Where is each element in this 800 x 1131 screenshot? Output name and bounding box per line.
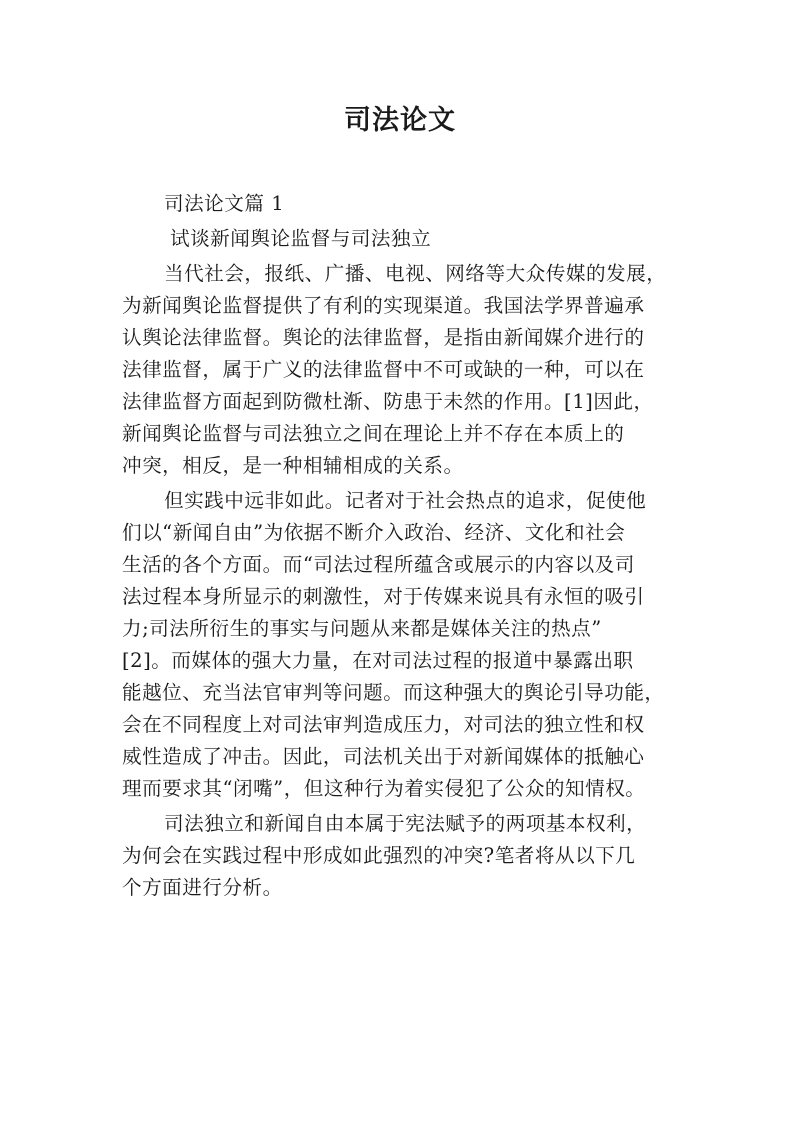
document-body xyxy=(122,188,682,904)
document-title: 司法论文 xyxy=(344,105,456,136)
paragraph-line: [2]。而媒体的强大力量，在对司法过程的报道中暴露出职 xyxy=(122,649,634,672)
paragraph-line: 理而要求其“闭嘴”，但这种行为着实侵犯了公众的知情权。 xyxy=(122,777,646,800)
paragraph-1 xyxy=(122,258,682,482)
paragraph-line: 法律监督，属于广义的法律监督中不可或缺的一种，可以在 xyxy=(122,358,645,381)
paragraph-line: 法律监督方面起到防微杜渐、防患于未然的作用。[1]因此， xyxy=(122,390,654,413)
paragraph-line: 生活的各个方面。而“司法过程所蕴含或展示的内容以及司 xyxy=(122,553,635,576)
paragraph-line: 冲突，相反，是一种相辅相成的关系。 xyxy=(122,454,464,477)
paragraph-line: 法过程本身所显示的刺激性，对于传媒来说具有永恒的吸引 xyxy=(122,585,645,608)
section-heading: 司法论文篇 1 xyxy=(164,192,285,215)
paragraph-3 xyxy=(122,808,682,904)
paragraph-line: 们以“新闻自由”为依据不断介入政治、经济、文化和社会 xyxy=(122,521,626,544)
paragraph-line: 当代社会，报纸、广播、电视、网络等大众传媒的发展， xyxy=(164,262,667,285)
paragraph-line: 能越位、充当法官审判等问题。而这种强大的舆论引导功能， xyxy=(122,681,665,704)
paragraph-line: 会在不同程度上对司法审判造成压力，对司法的独立性和权 xyxy=(122,713,645,736)
paragraph-line: 个方面进行分析。 xyxy=(122,876,283,899)
paragraph-line: 新闻舆论监督与司法独立之间在理论上并不存在本质上的 xyxy=(122,422,625,445)
article-subtitle: 试谈新闻舆论监督与司法独立 xyxy=(170,227,432,250)
paragraph-line: 威性造成了冲击。因此，司法机关出于对新闻媒体的抵触心 xyxy=(122,745,645,768)
paragraph-line: 力;司法所衍生的事实与问题从来都是媒体关注的热点” xyxy=(122,617,602,640)
paragraph-line: 为何会在实践过程中形成如此强烈的冲突?笔者将从以下几 xyxy=(122,844,636,867)
paragraph-line: 认舆论法律监督。舆论的法律监督，是指由新闻媒介进行的 xyxy=(122,326,645,349)
paragraph-line: 但实践中远非如此。记者对于社会热点的追求，促使他 xyxy=(164,489,647,512)
paragraph-2 xyxy=(122,485,682,805)
paragraph-line: 司法独立和新闻自由本属于宪法赋予的两项基本权利， xyxy=(164,812,647,835)
paragraph-line: 为新闻舆论监督提供了有利的实现渠道。我国法学界普遍承 xyxy=(122,294,645,317)
